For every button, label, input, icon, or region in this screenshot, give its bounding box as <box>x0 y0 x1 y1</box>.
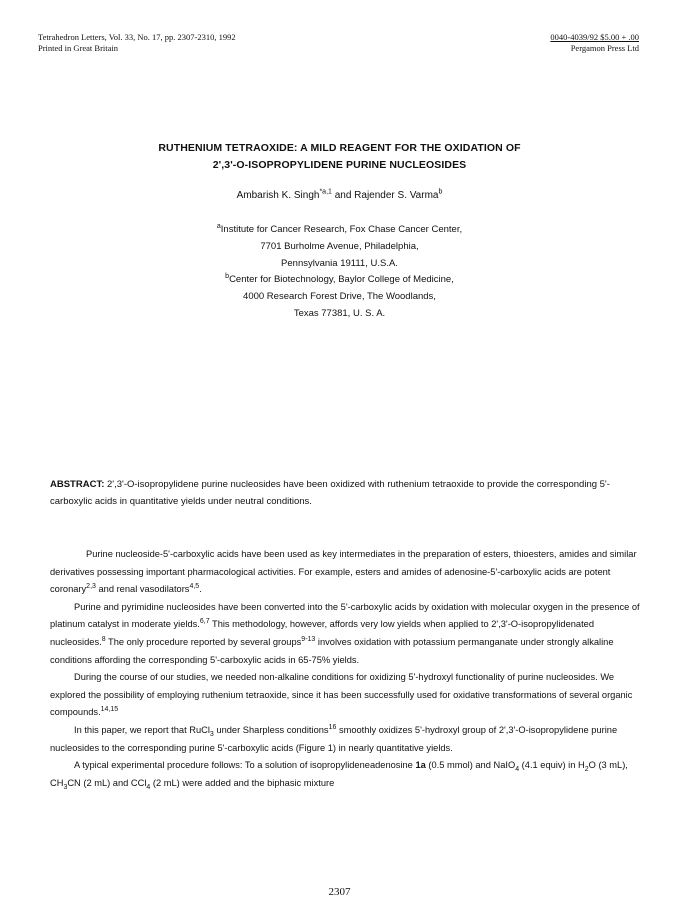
affiliation-a-mark: a <box>216 222 221 230</box>
abstract-label: ABSTRACT: <box>50 479 105 490</box>
author-1: Ambarish K. Singh <box>236 190 320 201</box>
author-1-mark: *a,1 <box>319 188 332 196</box>
author-2-mark: b <box>438 188 443 196</box>
author-conjunction: and <box>334 190 352 201</box>
journal-line: Tetrahedron Letters, Vol. 33, No. 17, pp. 2307-2310, 1992 <box>38 32 236 42</box>
subscript: 3 <box>209 730 214 738</box>
subscript: 2 <box>584 765 589 773</box>
printed-in-line: Printed in Great Britain <box>38 43 119 53</box>
affiliation-a-line-3: Pennsylvania 19111, U.S.A. <box>281 257 398 269</box>
title-line-1: RUTHENIUM TETRAOXIDE: A MILD REAGENT FOR THE OXIDATION OF <box>158 142 521 154</box>
author-line <box>0 190 679 201</box>
price-code: 0040-4039/92 $5.00 + .00 <box>550 32 639 42</box>
citation-ref: 16 <box>328 723 337 731</box>
paragraph-1: Purine nucleoside-5'-carboxylic acids have been used as key intermediates in the preparation of esters, thioesters, amides and similar derivatives possessing important pharmacological activities. For example, esters and amides of adenosine-5'-carboxylic acids are potent coronary$^{2,3}$ and renal vasodilators$^{4,5}$. <box>50 549 637 595</box>
citation-ref: 8 <box>101 635 106 643</box>
compound-label: 1a <box>415 760 426 771</box>
paragraph-4: In this paper, we report that RuCl$_3$ under Sharpless conditions$^{16}$ smoothly oxidizes 5'-hydroxyl group of 2',3'-O-isopropylidene purine nucleosides to the corresponding purine 5'-carboxylic acids (Figure 1) in nearly quantitative yields. <box>50 723 618 753</box>
affiliation-a-line-2: 7701 Burholme Avenue, Philadelphia, <box>260 240 419 252</box>
journal-citation <box>38 32 236 54</box>
subscript: 4 <box>146 783 151 791</box>
affiliation-b-mark: b <box>225 273 230 281</box>
body-text <box>50 546 640 792</box>
page-number: 2307 <box>328 886 351 898</box>
paper-title <box>0 140 679 174</box>
citation-ref: 2,3 <box>86 583 96 591</box>
abstract-text: 2',3'-O-isopropylidene purine nucleosides have been oxidized with ruthenium tetraoxide to provide the corresponding 5'-carboxylic acids in quantitative yields under neutral conditions. <box>50 479 610 507</box>
title-line-2: 2',3'-O-ISOPROPYLIDENE PURINE NUCLEOSIDES <box>212 159 467 171</box>
publisher-name: Pergamon Press Ltd <box>570 43 639 53</box>
affiliations <box>0 222 679 323</box>
subscript: 4 <box>515 765 520 773</box>
affiliation-b-line-2: 4000 Research Forest Drive, The Woodlands, <box>243 291 436 303</box>
affiliation-b-line-3: Texas 77381, U. S. A. <box>293 307 386 319</box>
publisher-info <box>550 32 639 54</box>
affiliation-b-line-1: $^b$Center for Biotechnology, Baylor College of Medicine, <box>225 273 454 286</box>
citation-ref: 4,5 <box>189 583 200 591</box>
citation-ref: 6,7 <box>199 618 210 626</box>
paragraph-3: During the course of our studies, we needed non-alkaline conditions for oxidizing 5'-hydroxyl functionality of purine nucleosides. We explored the possibility of employing ruthenium tetraoxide, since it has been successfully used for oxidative transformations of several organic compounds.$^{14,15}$ <box>50 672 633 718</box>
citation-ref: 14,15 <box>100 706 119 714</box>
abstract <box>50 476 635 510</box>
citation-ref: 9-13 <box>301 635 316 643</box>
author-2: Rajender S. Varma <box>354 190 439 201</box>
affiliation-a-line-1: $^a$Institute for Cancer Research, Fox Chase Cancer Center, <box>216 222 463 235</box>
paragraph-5: A typical experimental procedure follows: To a solution of isopropylideneadenosine 1a (0.5 mmol) and NaIO$_4$ (4.1 equiv) in $H_2O$ (3 mL), $CH_3CN$ (2 mL) and CCl$_4$ (2 mL) were added and the biphasic mixture <box>50 760 628 791</box>
subscript: 3 <box>63 783 68 791</box>
paragraph-2: Purine and pyrimidine nucleosides have been converted into the 5'-carboxylic acids by oxidation with molecular oxygen in the presence of platinum catalyst in moderate yields.$^{6,7}$ This methodology, however, affords very low yields when applied to 2',3'-O-isopropylidenated nucleosides.$^8$ The only procedure reported by several groups$^{9-13}$ involves oxidation with potassium permanganate under strongly alkaline conditions affording the corresponding 5'-carboxylic acids in 65-75% yields. <box>50 601 640 665</box>
